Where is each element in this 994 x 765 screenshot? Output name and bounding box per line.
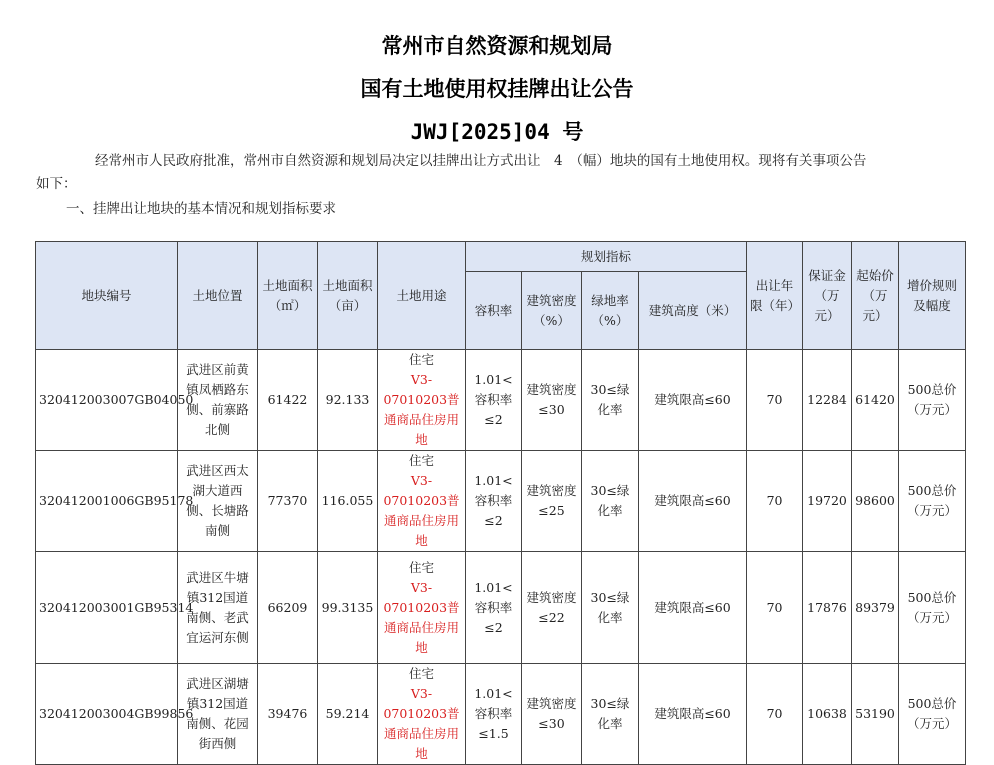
cell-location: 武进区牛塘镇312国道南侧、老武宜运河东侧 <box>178 552 258 664</box>
usage-code: V3-07010203普通商品住房用地 <box>383 686 460 761</box>
cell-area-m2: 77370 <box>258 451 318 552</box>
header-planning: 规划指标 <box>466 242 747 272</box>
section-heading: 一、挂牌出让地块的基本情况和规划指标要求 <box>66 201 336 217</box>
intro-paragraph: 经常州市人民政府批准，常州市自然资源和规划局决定以挂牌出让方式出让 4 （幅）地块的国有土地使用权。现将有关事项公告 <box>95 153 867 169</box>
header-location: 土地位置 <box>178 242 258 350</box>
table-row <box>36 664 966 765</box>
cell-area-mu: 116.055 <box>318 451 378 552</box>
usage-type: 住宅 <box>408 666 434 681</box>
cell-plot-no: 320412003007GB04050 <box>36 350 178 451</box>
cell-increment: 500总价（万元） <box>899 552 966 664</box>
header-area-mu: 土地面积（亩） <box>318 242 378 350</box>
usage-code: V3-07010203普通商品住房用地 <box>383 473 460 548</box>
cell-area-mu: 99.3135 <box>318 552 378 664</box>
cell-plot-no: 320412003004GB99856 <box>36 664 178 765</box>
cell-increment: 500总价（万元） <box>899 350 966 451</box>
cell-height: 建筑限高≤60 <box>639 664 747 765</box>
header-deposit: 保证金（万元） <box>803 242 852 350</box>
cell-increment: 500总价（万元） <box>899 664 966 765</box>
header-increment: 增价规则及幅度 <box>899 242 966 350</box>
cell-height: 建筑限高≤60 <box>639 451 747 552</box>
cell-usage <box>378 552 466 664</box>
header-plot-no: 地块编号 <box>36 242 178 350</box>
cell-far: 1.01<容积率≤2 <box>466 552 522 664</box>
cell-height: 建筑限高≤60 <box>639 552 747 664</box>
cell-density: 建筑密度≤22 <box>522 552 582 664</box>
cell-start-price: 98600 <box>852 451 899 552</box>
header-green: 绿地率（%） <box>582 272 639 350</box>
header-start-price: 起始价（万元） <box>852 242 899 350</box>
table-row <box>36 350 966 451</box>
cell-density: 建筑密度≤30 <box>522 350 582 451</box>
header-term: 出让年限（年） <box>747 242 803 350</box>
usage-type: 住宅 <box>408 453 434 468</box>
cell-start-price: 53190 <box>852 664 899 765</box>
notice-title: 国有土地使用权挂牌出让公告 <box>360 77 634 101</box>
header-far: 容积率 <box>466 272 522 350</box>
usage-code: V3-07010203普通商品住房用地 <box>383 372 460 447</box>
table-row <box>36 552 966 664</box>
cell-density: 建筑密度≤30 <box>522 664 582 765</box>
usage-type: 住宅 <box>408 352 434 367</box>
cell-start-price: 61420 <box>852 350 899 451</box>
cell-usage <box>378 451 466 552</box>
table-row <box>36 451 966 552</box>
usage-type: 住宅 <box>408 559 434 575</box>
cell-height: 建筑限高≤60 <box>639 350 747 451</box>
cell-start-price: 89379 <box>852 552 899 664</box>
header-area-m2: 土地面积（㎡） <box>258 242 318 350</box>
intro-paragraph-continued: 如下： <box>36 176 77 192</box>
cell-green: 30≤绿化率 <box>582 552 639 664</box>
cell-far: 1.01<容积率≤2 <box>466 451 522 552</box>
cell-area-m2: 61422 <box>258 350 318 451</box>
cell-term: 70 <box>747 664 803 765</box>
cell-plot-no: 320412003001GB95314 <box>36 552 178 664</box>
cell-deposit: 19720 <box>803 451 852 552</box>
cell-green: 30≤绿化率 <box>582 451 639 552</box>
cell-area-m2: 39476 <box>258 664 318 765</box>
cell-area-m2: 66209 <box>258 552 318 664</box>
header-density: 建筑密度（%） <box>522 272 582 350</box>
cell-usage <box>378 664 466 765</box>
cell-density: 建筑密度≤25 <box>522 451 582 552</box>
cell-increment: 500总价（万元） <box>899 451 966 552</box>
cell-usage <box>378 350 466 451</box>
land-plots-table <box>35 241 966 765</box>
cell-location: 武进区西太湖大道西侧、长塘路南侧 <box>178 451 258 552</box>
cell-green: 30≤绿化率 <box>582 664 639 765</box>
cell-deposit: 17876 <box>803 552 852 664</box>
cell-location: 武进区前黄镇凤栖路东侧、前寨路北侧 <box>178 350 258 451</box>
header-height: 建筑高度（米） <box>639 272 747 350</box>
issuer-title: 常州市自然资源和规划局 <box>381 34 613 58</box>
header-usage: 土地用途 <box>378 242 466 350</box>
cell-area-mu: 59.214 <box>318 664 378 765</box>
cell-green: 30≤绿化率 <box>582 350 639 451</box>
cell-plot-no: 320412001006GB95178 <box>36 451 178 552</box>
cell-deposit: 10638 <box>803 664 852 765</box>
cell-far: 1.01<容积率≤2 <box>466 350 522 451</box>
cell-term: 70 <box>747 350 803 451</box>
cell-far: 1.01<容积率≤1.5 <box>466 664 522 765</box>
cell-deposit: 12284 <box>803 350 852 451</box>
document-number: JWJ[2025]04 号 <box>410 120 584 144</box>
cell-location: 武进区湖塘镇312国道南侧、花园街西侧 <box>178 664 258 765</box>
cell-term: 70 <box>747 451 803 552</box>
usage-code: V3-07010203普通商品住房用地 <box>383 579 460 655</box>
cell-area-mu: 92.133 <box>318 350 378 451</box>
cell-term: 70 <box>747 552 803 664</box>
